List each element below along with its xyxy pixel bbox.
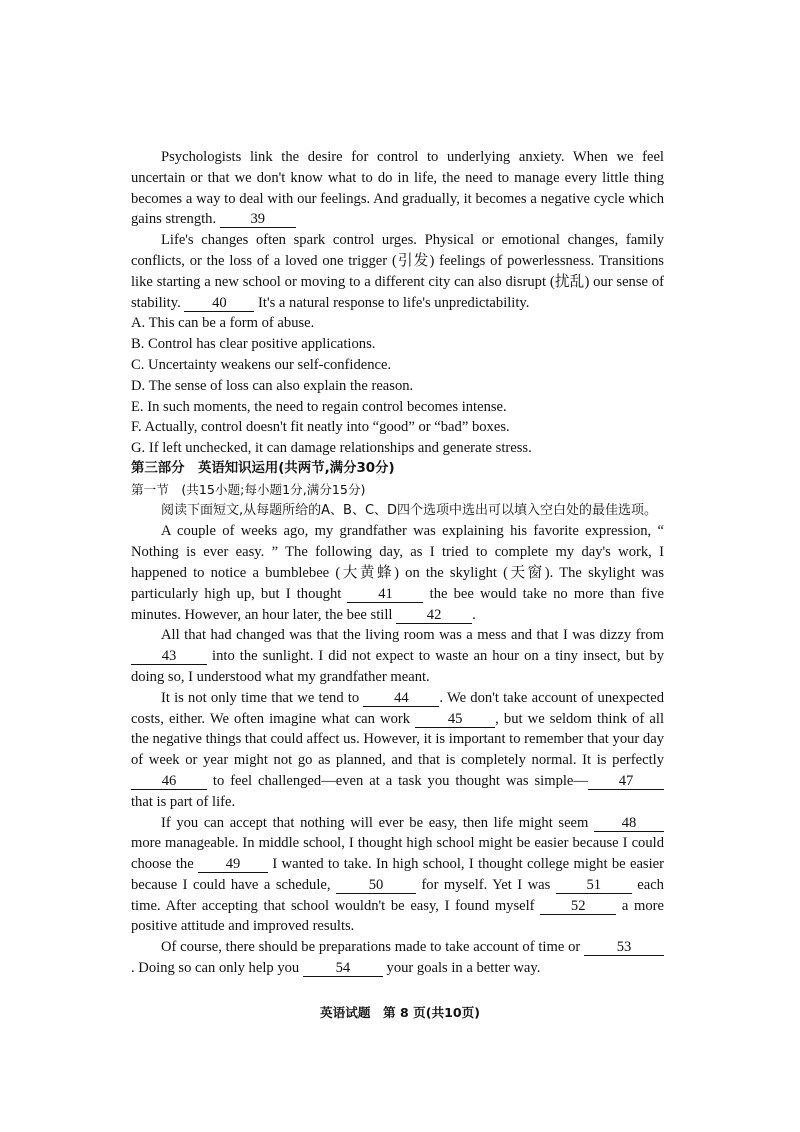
option-b: B. Control has clear positive applications. <box>131 336 376 353</box>
cloze-paragraph <box>131 521 664 625</box>
paragraph-text: that is part of life. <box>131 793 236 810</box>
paragraph-text: Of course, there should be preparations made to take account of time or <box>161 939 584 956</box>
answer-blank[interactable]: 40 <box>184 295 254 312</box>
cloze-paragraph <box>131 688 664 813</box>
option-g: G. If left unchecked, it can damage relationships and generate stress. <box>131 440 532 457</box>
paragraph-text: the bee would take no more than five minutes. However, an hour later, the bee still <box>131 585 664 623</box>
option-c: C. Uncertainty weakens our self-confidence. <box>131 356 392 373</box>
answer-blank[interactable]: 45 <box>415 711 495 728</box>
answer-blank[interactable]: 51 <box>556 877 632 894</box>
cloze-paragraph <box>131 937 664 979</box>
cloze-paragraph <box>131 813 664 938</box>
answer-blank[interactable]: 44 <box>363 690 439 707</box>
paragraph-text: I wanted to take. In high school, I thought college might be easier because I could have a schedule, <box>131 856 664 893</box>
paragraph-text: , but we seldom think of all the negative things that could affect us. However, it is important to remember that your day of week or year might not go as planned, and that is completely normal. It is perfectly <box>131 710 664 769</box>
page-content <box>131 147 664 979</box>
paragraph-text: . Doing so can only help you <box>131 960 303 977</box>
section-instruction: 阅读下面短文,从每题所给的A、B、C、D四个选项中选出可以填入空白处的最佳选项。 <box>161 502 658 518</box>
paragraph-text: Life's changes often spark control urges. Physical or emotional changes, family conflicts, or the loss of a loved one trigger (引发) feelings of powerlessness. Transitions like starting a new school or moving to a different city can also disrupt (扰乱) our sense of stability. <box>131 232 664 311</box>
answer-blank[interactable]: 46 <box>131 773 207 790</box>
answer-blank[interactable]: 48 <box>594 815 664 832</box>
option-f: F. Actually, control doesn't fit neatly into “good” or “bad” boxes. <box>131 419 510 436</box>
paragraph-text: If you can accept that nothing will ever be easy, then life might seem <box>161 814 594 831</box>
paragraph-text: A couple of weeks ago, my grandfather was explaining his favorite expression, “ Nothing is ever easy. ” The following day, as I tried to complete my day's work, I happened to notice a bumblebee (大黄蜂) on the skylight (天窗). The skylight was particularly high up, but I thought <box>131 523 664 602</box>
paragraph-text: your goals in a better way. <box>382 960 541 977</box>
paragraph-text: to feel challenged—even at a task you thought was simple— <box>207 772 588 789</box>
paragraph-text: a more positive attitude and improved results. <box>131 897 664 935</box>
section-subtitle: 第一节 (共15小题;每小题1分,满分15分) <box>131 481 366 497</box>
paragraph-text: . <box>472 606 476 623</box>
answer-blank[interactable]: 52 <box>540 898 616 915</box>
answer-blank[interactable]: 42 <box>396 607 472 624</box>
page-footer: 英语试题 第 8 页(共10页) <box>320 1005 480 1020</box>
answer-blank[interactable]: 50 <box>336 877 416 894</box>
paragraph-text: more manageable. In middle school, I thought high school might be easier because I could choose the <box>131 835 664 873</box>
option-e: E. In such moments, the need to regain control becomes intense. <box>131 398 507 415</box>
paragraph-text: All that had changed was that the living room was a mess and that I was dizzy from <box>161 627 664 644</box>
cloze-paragraph <box>131 625 664 687</box>
answer-blank[interactable]: 53 <box>584 939 664 956</box>
paragraph-text: . We don't take account of unexpected costs, either. We often imagine what can work <box>131 689 664 727</box>
option-d: D. The sense of loss can also explain the reason. <box>131 377 414 394</box>
paragraph-text: each time. After accepting that school wouldn't be easy, I found myself <box>131 876 664 914</box>
paragraph-text: for myself. Yet I was <box>415 876 556 893</box>
passage-paragraph <box>131 147 664 230</box>
answer-blank[interactable]: 54 <box>303 960 383 977</box>
paragraph-text: into the sunlight. I did not expect to waste an hour on a tiny insect, but by doing so, I understood what my grandfather meant. <box>131 648 664 685</box>
answer-blank[interactable]: 41 <box>347 586 423 603</box>
answer-blank[interactable]: 47 <box>588 773 664 790</box>
answer-blank[interactable]: 49 <box>198 856 268 873</box>
paragraph-text: Psychologists link the desire for control to underlying anxiety. When we feel uncertain or that we don't know what to do in life, the need to manage every little thing becomes a way to deal with our feelings. And gradually, it becomes a negative cycle which gains strength. <box>131 149 664 228</box>
answer-blank[interactable]: 39 <box>220 211 296 228</box>
paragraph-text: It is not only time that we tend to <box>161 689 364 706</box>
option-a: A. This can be a form of abuse. <box>131 315 315 332</box>
passage-paragraph <box>131 230 664 313</box>
answer-blank[interactable]: 43 <box>131 648 207 665</box>
section-title: 第三部分 英语知识运用(共两节,满分30分) <box>131 460 395 476</box>
paragraph-text: It's a natural response to life's unpredictability. <box>254 294 530 311</box>
